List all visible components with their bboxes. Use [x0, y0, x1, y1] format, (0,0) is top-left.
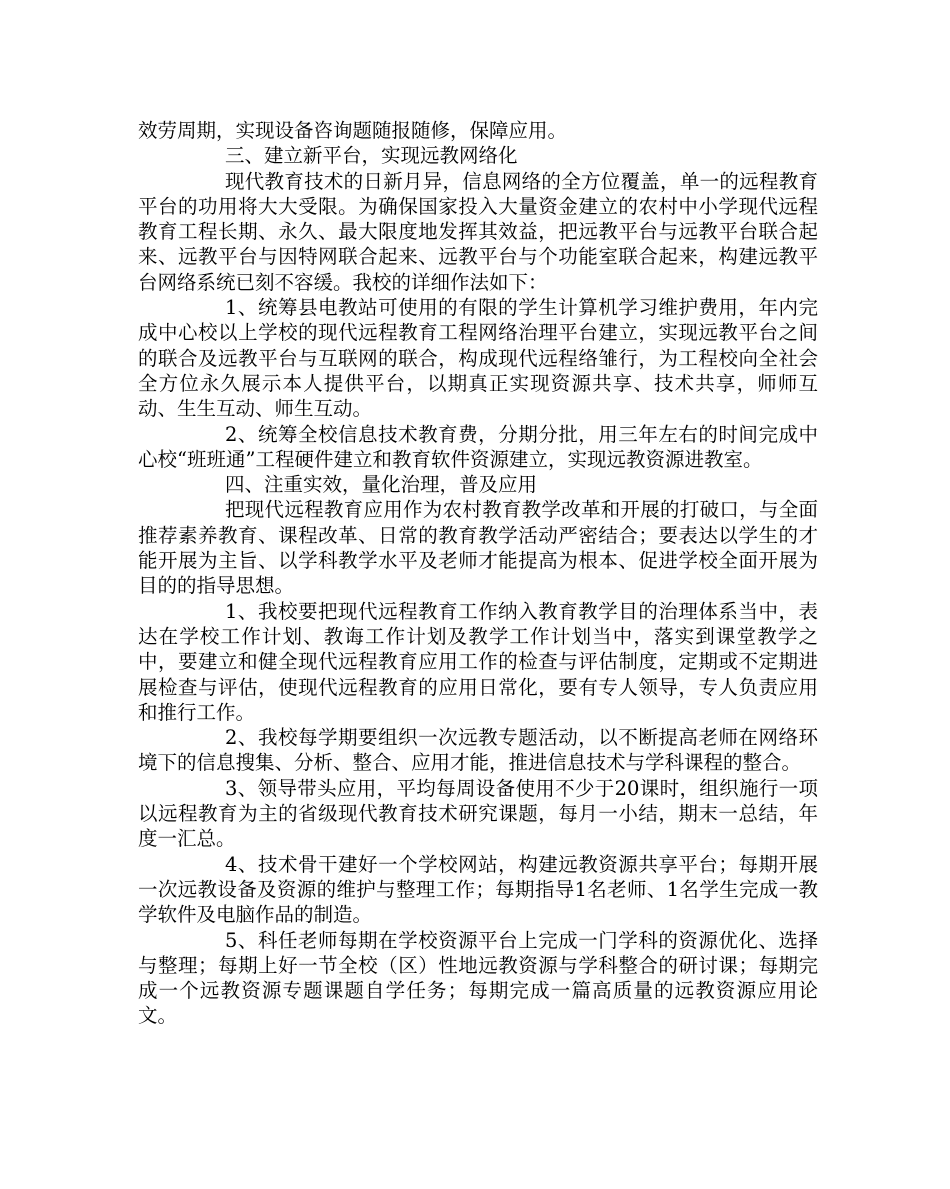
paragraph-item-4-2: 2、我校每学期要组织一次远教专题活动，以不断提高老师在网络环境下的信息搜集、分析、整合、应用才能，推进信息技术与学科课程的整合。 [138, 726, 818, 775]
paragraph-item-3-1: 1、统筹县电教站可使用的有限的学生计算机学习维护费用，年内完成中心校以上学校的现代远程教育工程网络治理平台建立，实现远教平台之间的联合及远教平台与互联网的联合，构成现代远程络雏行，为工程校向全社会全方位永久展示本人提供平台，以期真正实现资源共享、技术共享，师师互动、生生互动、师生互动。 [138, 296, 818, 421]
paragraph-item-4-3: 3、领导带头应用，平均每周设备使用不少于20课时，组织施行一项以远程教育为主的省级现代教育技术研究课题，每月一小结，期末一总结，年度一汇总。 [138, 776, 818, 851]
section-heading-3: 三、建立新平台，实现远教网络化 [225, 144, 518, 168]
paragraph-item-3-2: 2、统筹全校信息技术教育费，分期分批，用三年左右的时间完成中心校“班班通”工程硬件建立和教育软件资源建立，实现远教资源进教室。 [138, 422, 818, 471]
paragraph-continuation: 效劳周期，实现设备咨询题随报随修，保障应用。 [138, 119, 568, 142]
paragraph-intro-4: 把现代远程教育应用作为农村教育教学改革和开展的打破口，与全面推荐素养教育、课程改革、日常的教育教学活动严密结合；要表达以学生的才能开展为主旨、以学科教学水平及老师才能提高为根本、促进学校全面开展为目的的指导思想。 [138, 498, 818, 598]
paragraph-item-4-1: 1、我校要把现代远程教育工作纳入教育教学目的治理体系当中，表达在学校工作计划、教诲工作计划及教学工作计划当中，落实到课堂教学之中，要建立和健全现代远程教育应用工作的检查与评估制度，定期或不定期进展检查与评估，使现代远程教育的应用日常化，要有专人领导，专人负责应用和推行工作。 [138, 599, 818, 724]
paragraph-item-4-5: 5、科任老师每期在学校资源平台上完成一门学科的资源优化、选择与整理；每期上好一节全校（区）性地远教资源与学科整合的研讨课；每期完成一个远教资源专题课题自学任务；每期完成一篇高质量的远教资源应用论文。 [138, 928, 818, 1028]
document-page [138, 118, 818, 1029]
section-heading-4: 四、注重实效，量化治理，普及应用 [225, 473, 538, 497]
paragraph-item-4-4: 4、技术骨干建好一个学校网站，构建远教资源共享平台；每期开展一次远教设备及资源的维护与整理工作；每期指导1名老师、1名学生完成一教学软件及电脑作品的制造。 [138, 852, 818, 927]
paragraph-intro-3: 现代教育技术的日新月异，信息网络的全方位覆盖，单一的远程教育平台的功用将大大受限。为确保国家投入大量资金建立的农村中小学现代远程教育工程长期、永久、最大限度地发挥其效益，把远教平台与远教平台联合起来、远教平台与因特网联合起来、远教平台与个功能室联合起来，构建远教平台网络系统已刻不容缓。我校的详细作法如下： [138, 169, 818, 294]
